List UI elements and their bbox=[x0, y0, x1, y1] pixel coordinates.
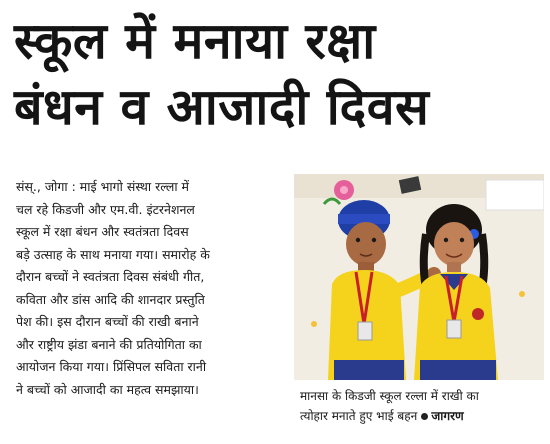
caption-line-1: मानसा के किडजी स्कूल रल्ला में राखी का bbox=[300, 389, 479, 403]
children-rakhi-photo bbox=[294, 174, 544, 380]
body-line: चल रहे किडजी और एम.वी. इंटरनेशनल bbox=[16, 201, 195, 217]
body-line: आयोजन किया गया। प्रिंसिपल सविता रानी bbox=[16, 359, 207, 374]
caption-line-2 bbox=[300, 406, 546, 426]
photo-caption bbox=[300, 386, 546, 426]
article-photo bbox=[294, 174, 544, 380]
body-line: स्कूल में रक्षा बंधन और स्वतंत्रता दिवस bbox=[16, 224, 189, 239]
headline bbox=[14, 8, 544, 140]
photo-credit: जागरण bbox=[431, 409, 464, 423]
body-line: बड़े उत्साह के साथ मनाया गया। समारोह के bbox=[16, 246, 210, 262]
headline-line-2: बंधन व आजादी दिवस bbox=[14, 78, 430, 136]
body-line: कविता और डांस आदि की शानदार प्रस्तुति bbox=[16, 291, 205, 307]
article-body bbox=[16, 176, 278, 401]
body-line: दौरान बच्चों ने स्वतंत्रता दिवस संबंधी गीत, bbox=[16, 269, 205, 284]
body-line: पेश की। इस दौरान बच्चों की राखी बनाने bbox=[16, 314, 199, 329]
body-line: और राष्ट्रीय झंडा बनाने की प्रतियोगिता का bbox=[16, 336, 202, 352]
body-line: ने बच्चों को आजादी का महत्व समझाया। bbox=[16, 381, 199, 397]
bullet-icon bbox=[421, 413, 428, 420]
headline-line-1: स्कूल में मनाया रक्षा bbox=[14, 12, 376, 70]
caption-line-2-text: त्योहार मनाते हुए भाई बहन bbox=[300, 409, 418, 423]
body-line: संस्., जोगा : माई भागो संस्था रल्ला में bbox=[16, 179, 190, 194]
